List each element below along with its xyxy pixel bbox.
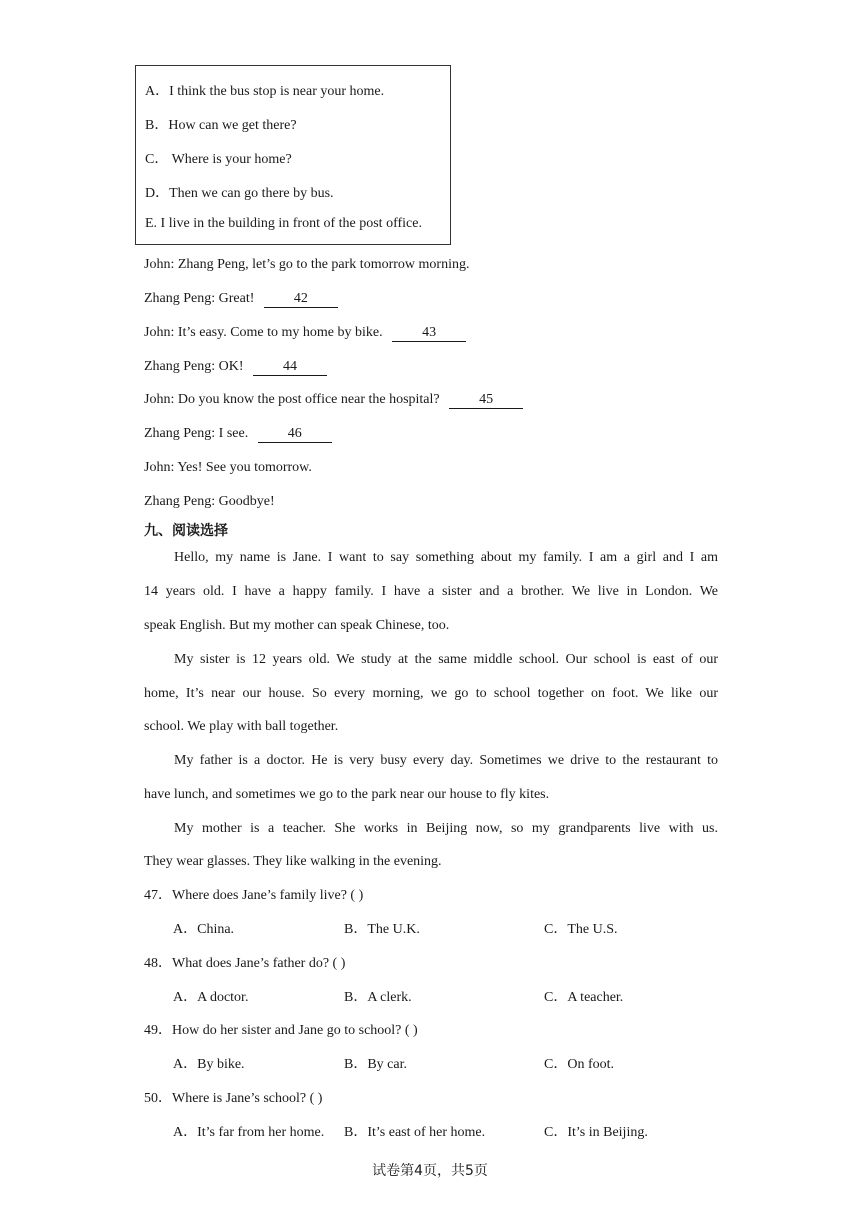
- options-box: [135, 65, 451, 245]
- choice-b[interactable]: B．It’s east of her home.: [344, 1125, 486, 1140]
- choice-a[interactable]: A．It’s far from her home.: [173, 1125, 325, 1140]
- choice-a[interactable]: A．By bike.: [173, 1057, 245, 1072]
- passage-line: speak English. But my mother can speak Chinese, too.: [144, 618, 450, 633]
- choice-b[interactable]: B．The U.K.: [344, 922, 420, 937]
- passage-line: My sister is 12 years old. We study at the same middle school. Our school is east of our: [174, 652, 718, 667]
- choice-c[interactable]: C．The U.S.: [544, 922, 618, 937]
- option-e: E. I live in the building in front of the post office.: [145, 216, 422, 231]
- option-d: D．Then we can go there by bus.: [145, 186, 334, 201]
- passage-line: Hello, my name is Jane. I want to say something about my family. I am a girl and I am: [174, 550, 718, 565]
- page-footer: 试卷第4页，共5页: [372, 1163, 488, 1179]
- passage-line: They wear glasses. They like walking in the evening.: [144, 854, 442, 869]
- dialogue-line: John: Do you know the post office near the hospital? 45: [144, 391, 523, 409]
- option-a: A．I think the bus stop is near your home.: [145, 84, 385, 99]
- passage-line: 14 years old. I have a happy family. I have a sister and a brother. We live in London. We: [144, 584, 718, 599]
- choice-c[interactable]: C．On foot.: [544, 1057, 614, 1072]
- dialogue-line: John: It’s easy. Come to my home by bike. 43: [144, 324, 466, 342]
- passage-line: have lunch, and sometimes we go to the park near our house to fly kites.: [144, 787, 550, 802]
- answer-blank[interactable]: 45: [449, 392, 523, 409]
- question-stem: 48．What does Jane’s father do? ( ): [144, 956, 346, 971]
- answer-blank[interactable]: 44: [253, 359, 327, 376]
- dialogue-line: Zhang Peng: OK! 44: [144, 358, 327, 376]
- question-stem: 47．Where does Jane’s family live? ( ): [144, 888, 364, 903]
- passage-line: My father is a doctor. He is very busy every day. Sometimes we drive to the restaurant to: [174, 753, 718, 768]
- section-title: 九、阅读选择: [144, 523, 228, 539]
- answer-blank[interactable]: 43: [392, 325, 466, 342]
- dialogue-line: Zhang Peng: I see. 46: [144, 425, 332, 443]
- choice-a[interactable]: A．China.: [173, 922, 235, 937]
- answer-blank[interactable]: 42: [264, 291, 338, 308]
- passage-line: school. We play with ball together.: [144, 719, 339, 734]
- dialogue-line: Zhang Peng: Goodbye!: [144, 494, 275, 509]
- passage-line: home, It’s near our house. So every morning, we go to school together on foot. We like our: [144, 686, 718, 701]
- dialogue-line: John: Yes! See you tomorrow.: [144, 460, 312, 475]
- option-b: B．How can we get there?: [145, 118, 297, 133]
- choice-c[interactable]: C．A teacher.: [544, 990, 624, 1005]
- question-stem: 49．How do her sister and Jane go to school? ( ): [144, 1023, 418, 1038]
- passage-line: My mother is a teacher. She works in Beijing now, so my grandparents live with us.: [174, 821, 718, 836]
- choice-c[interactable]: C．It’s in Beijing.: [544, 1125, 648, 1140]
- choice-b[interactable]: B．By car.: [344, 1057, 407, 1072]
- answer-blank[interactable]: 46: [258, 426, 332, 443]
- question-stem: 50．Where is Jane’s school? ( ): [144, 1091, 323, 1106]
- option-c: C． Where is your home?: [145, 152, 292, 167]
- choice-b[interactable]: B．A clerk.: [344, 990, 412, 1005]
- choice-a[interactable]: A．A doctor.: [173, 990, 249, 1005]
- dialogue-line: John: Zhang Peng, let’s go to the park tomorrow morning.: [144, 257, 470, 272]
- dialogue-line: Zhang Peng: Great! 42: [144, 290, 338, 308]
